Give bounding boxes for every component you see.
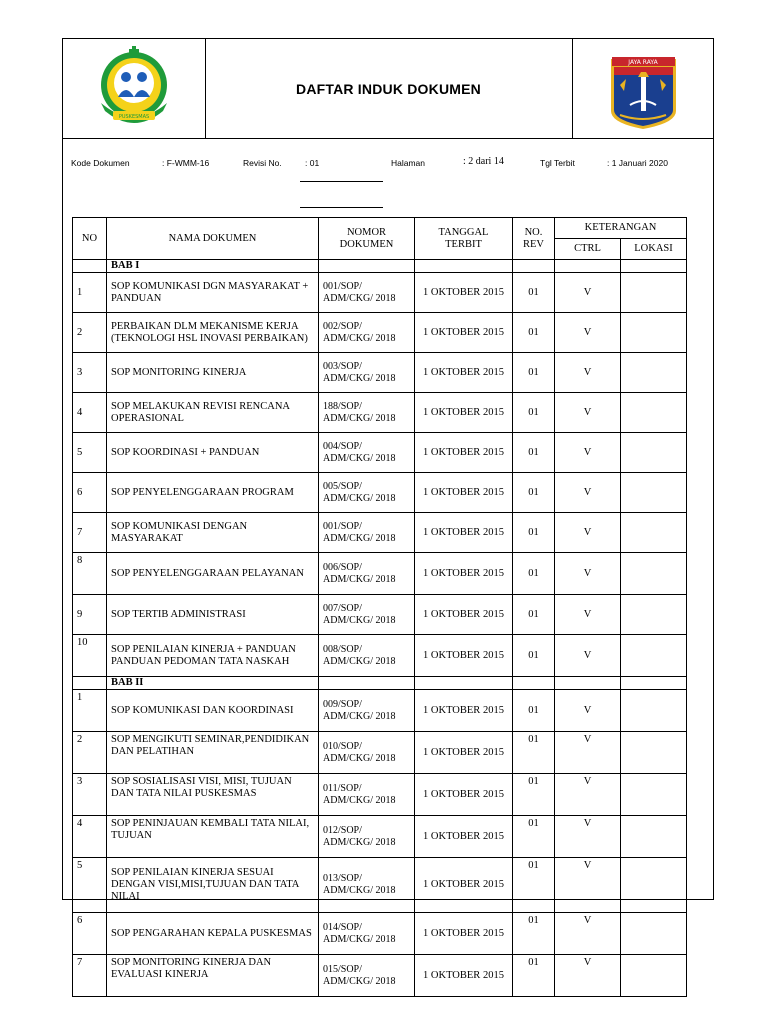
issue-date: 1 OKTOBER 2015 [415, 313, 513, 353]
location [621, 690, 687, 732]
header-nama-dokumen [107, 218, 319, 260]
document-number: 012/SOP/ ADM/CKG/ 2018 [319, 816, 415, 858]
document-number: 011/SOP/ ADM/CKG/ 2018 [319, 774, 415, 816]
ctrl-mark: V [555, 774, 621, 816]
header-keterangan: KETERANGAN [555, 218, 687, 239]
table-row [73, 513, 687, 553]
ctrl-mark: V [555, 955, 621, 997]
document-name: SOP KOMUNIKASI DENGAN MASYARAKAT [107, 513, 319, 553]
document-number: 015/SOP/ ADM/CKG/ 2018 [319, 955, 415, 997]
header-nama-text: NAMA DOKUMEN [168, 232, 257, 244]
revision-number: 01 [513, 393, 555, 433]
ctrl-mark: V [555, 732, 621, 774]
header-lokasi: LOKASI [621, 239, 687, 260]
revision-number: 01 [513, 858, 555, 913]
document-number: 007/SOP/ ADM/CKG/ 2018 [319, 595, 415, 635]
issue-date: 1 OKTOBER 2015 [415, 393, 513, 433]
document-number: 001/SOP/ ADM/CKG/ 2018 [319, 273, 415, 313]
section-empty-cell [621, 260, 687, 273]
jakarta-emblem-icon [572, 39, 713, 138]
revision-number: 01 [513, 774, 555, 816]
section-title: BAB I [107, 260, 319, 273]
section-no-cell [73, 677, 107, 690]
issue-date: 1 OKTOBER 2015 [415, 273, 513, 313]
location [621, 858, 687, 913]
revision-number: 01 [513, 732, 555, 774]
issue-date: 1 OKTOBER 2015 [415, 353, 513, 393]
revision-number: 01 [513, 433, 555, 473]
location [621, 595, 687, 635]
location [621, 273, 687, 313]
header-nomor-dokumen [319, 218, 415, 260]
document-number: 009/SOP/ ADM/CKG/ 2018 [319, 690, 415, 732]
row-number: 3 [73, 774, 107, 816]
document-number: 004/SOP/ ADM/CKG/ 2018 [319, 433, 415, 473]
table-row [73, 732, 687, 774]
document-name: SOP PENYELENGGARAAN PROGRAM [107, 473, 319, 513]
table-row [73, 774, 687, 816]
section-no-cell [73, 260, 107, 273]
table-row [73, 690, 687, 732]
issue-date: 1 OKTOBER 2015 [415, 858, 513, 913]
ctrl-mark: V [555, 313, 621, 353]
row-number: 3 [73, 353, 107, 393]
document-name: SOP PENINJAUAN KEMBALI TATA NILAI, TUJUAN [107, 816, 319, 858]
ctrl-mark: V [555, 513, 621, 553]
header-rev-text: NO. REV [523, 226, 544, 250]
section-row [73, 260, 687, 273]
document-number: 008/SOP/ ADM/CKG/ 2018 [319, 635, 415, 677]
location [621, 635, 687, 677]
ctrl-mark: V [555, 635, 621, 677]
section-empty-cell [415, 260, 513, 273]
row-number: 7 [73, 955, 107, 997]
issue-date: 1 OKTOBER 2015 [415, 513, 513, 553]
location [621, 955, 687, 997]
ctrl-mark: V [555, 353, 621, 393]
table-row [73, 913, 687, 955]
revision-number: 01 [513, 553, 555, 595]
location [621, 732, 687, 774]
document-name: SOP PENILAIAN KINERJA SESUAI DENGAN VISI,MISI,TUJUAN DAN TATA NILAI [107, 858, 319, 913]
revision-number: 01 [513, 313, 555, 353]
table-row [73, 473, 687, 513]
document-number: 005/SOP/ ADM/CKG/ 2018 [319, 473, 415, 513]
document-list-table [72, 217, 687, 997]
tgl-terbit-value: : 1 Januari 2020 [607, 158, 668, 168]
header-ctrl: CTRL [555, 239, 621, 260]
issue-date: 1 OKTOBER 2015 [415, 690, 513, 732]
document-number: 188/SOP/ ADM/CKG/ 2018 [319, 393, 415, 433]
issue-date: 1 OKTOBER 2015 [415, 816, 513, 858]
location [621, 353, 687, 393]
row-number: 1 [73, 273, 107, 313]
document-name: PERBAIKAN DLM MEKANISME KERJA (TEKNOLOGI HSL INOVASI PERBAIKAN) [107, 313, 319, 353]
revision-number: 01 [513, 273, 555, 313]
ctrl-mark: V [555, 816, 621, 858]
document-name: SOP MELAKUKAN REVISI RENCANA OPERASIONAL [107, 393, 319, 433]
document-name: SOP KOORDINASI + PANDUAN [107, 433, 319, 473]
row-number: 7 [73, 513, 107, 553]
section-empty-cell [319, 677, 415, 690]
issue-date: 1 OKTOBER 2015 [415, 774, 513, 816]
row-number: 8 [73, 553, 107, 595]
document-number: 014/SOP/ ADM/CKG/ 2018 [319, 913, 415, 955]
puskesmas-logo-icon [63, 39, 205, 138]
document-name: SOP KOMUNIKASI DAN KOORDINASI [107, 690, 319, 732]
location [621, 513, 687, 553]
document-name: SOP TERTIB ADMINISTRASI [107, 595, 319, 635]
ctrl-mark: V [555, 433, 621, 473]
revisi-label: Revisi No. [243, 158, 282, 168]
ctrl-mark: V [555, 393, 621, 433]
revision-number: 01 [513, 816, 555, 858]
section-empty-cell [513, 260, 555, 273]
puskesmas-logo-text: PUSKESMAS [118, 114, 150, 120]
puskesmas-logo [63, 39, 206, 138]
document-name: SOP PENILAIAN KINERJA + PANDUAN PANDUAN PEDOMAN TATA NASKAH [107, 635, 319, 677]
section-row [73, 677, 687, 690]
document-number: 001/SOP/ ADM/CKG/ 2018 [319, 513, 415, 553]
section-empty-cell [555, 677, 621, 690]
location [621, 393, 687, 433]
table-row [73, 433, 687, 473]
row-number: 2 [73, 732, 107, 774]
location [621, 553, 687, 595]
row-number: 4 [73, 393, 107, 433]
revision-number: 01 [513, 635, 555, 677]
header-tanggal-terbit [415, 218, 513, 260]
jakarta-emblem [572, 39, 713, 138]
section-empty-cell [555, 260, 621, 273]
issue-date: 1 OKTOBER 2015 [415, 955, 513, 997]
ctrl-mark: V [555, 553, 621, 595]
document-number: 010/SOP/ ADM/CKG/ 2018 [319, 732, 415, 774]
issue-date: 1 OKTOBER 2015 [415, 732, 513, 774]
header-no-rev [513, 218, 555, 260]
location [621, 473, 687, 513]
section-title: BAB II [107, 677, 319, 690]
ctrl-mark: V [555, 858, 621, 913]
location [621, 816, 687, 858]
issue-date: 1 OKTOBER 2015 [415, 913, 513, 955]
location [621, 313, 687, 353]
revision-number: 01 [513, 690, 555, 732]
document-name: SOP MONITORING KINERJA DAN EVALUASI KINERJA [107, 955, 319, 997]
tgl-terbit-label: Tgl Terbit [540, 158, 575, 168]
table-row [73, 955, 687, 997]
row-number: 9 [73, 595, 107, 635]
revision-number: 01 [513, 353, 555, 393]
revisi-underline [300, 181, 383, 182]
location [621, 774, 687, 816]
document-name: SOP MONITORING KINERJA [107, 353, 319, 393]
table-row [73, 816, 687, 858]
section-empty-cell [415, 677, 513, 690]
section-empty-cell [319, 260, 415, 273]
jakarta-emblem-banner: JAYA RAYA [628, 59, 658, 66]
document-name: SOP SOSIALISASI VISI, MISI, TUJUAN DAN TATA NILAI PUSKESMAS [107, 774, 319, 816]
header-no: NO [73, 218, 107, 260]
table-row [73, 273, 687, 313]
revision-number: 01 [513, 913, 555, 955]
location [621, 433, 687, 473]
document-name: SOP KOMUNIKASI DGN MASYARAKAT + PANDUAN [107, 273, 319, 313]
signature-underline [300, 207, 383, 208]
revision-number: 01 [513, 513, 555, 553]
row-number: 1 [73, 690, 107, 732]
document-number: 006/SOP/ ADM/CKG/ 2018 [319, 553, 415, 595]
row-number: 10 [73, 635, 107, 677]
section-empty-cell [621, 677, 687, 690]
row-number: 6 [73, 913, 107, 955]
revision-number: 01 [513, 955, 555, 997]
table-header-row [73, 218, 687, 239]
revisi-value: : 01 [305, 158, 320, 168]
issue-date: 1 OKTOBER 2015 [415, 635, 513, 677]
halaman-value: : 2 dari 14 [463, 156, 504, 167]
ctrl-mark: V [555, 595, 621, 635]
kode-dokumen-label: Kode Dokumen [71, 158, 130, 168]
document-header [62, 38, 714, 139]
row-number: 6 [73, 473, 107, 513]
header-nomor-text: NOMOR DOKUMEN [339, 226, 394, 250]
table-row [73, 393, 687, 433]
issue-date: 1 OKTOBER 2015 [415, 433, 513, 473]
table-row [73, 553, 687, 595]
ctrl-mark: V [555, 273, 621, 313]
table-row [73, 353, 687, 393]
row-number: 4 [73, 816, 107, 858]
ctrl-mark: V [555, 913, 621, 955]
header-tanggal-text: TANGGAL TERBIT [438, 226, 489, 250]
document-name: SOP PENYELENGGARAAN PELAYANAN [107, 553, 319, 595]
table-row [73, 858, 687, 913]
ctrl-mark: V [555, 473, 621, 513]
document-number: 002/SOP/ ADM/CKG/ 2018 [319, 313, 415, 353]
document-name: SOP PENGARAHAN KEPALA PUSKESMAS [107, 913, 319, 955]
row-number: 2 [73, 313, 107, 353]
table-body [73, 260, 687, 997]
section-empty-cell [513, 677, 555, 690]
halaman-label: Halaman [391, 158, 426, 168]
table-row [73, 313, 687, 353]
issue-date: 1 OKTOBER 2015 [415, 595, 513, 635]
document-number: 003/SOP/ ADM/CKG/ 2018 [319, 353, 415, 393]
revision-number: 01 [513, 473, 555, 513]
document-number: 013/SOP/ ADM/CKG/ 2018 [319, 858, 415, 913]
row-number: 5 [73, 858, 107, 913]
ctrl-mark: V [555, 690, 621, 732]
location [621, 913, 687, 955]
kode-dokumen-value: : F-WMM-16 [162, 158, 210, 168]
issue-date: 1 OKTOBER 2015 [415, 553, 513, 595]
issue-date: 1 OKTOBER 2015 [415, 473, 513, 513]
table-row [73, 595, 687, 635]
document-name: SOP MENGIKUTI SEMINAR,PENDIDIKAN DAN PELATIHAN [107, 732, 319, 774]
document-title: DAFTAR INDUK DOKUMEN [205, 39, 573, 138]
table-row [73, 635, 687, 677]
revision-number: 01 [513, 595, 555, 635]
row-number: 5 [73, 433, 107, 473]
